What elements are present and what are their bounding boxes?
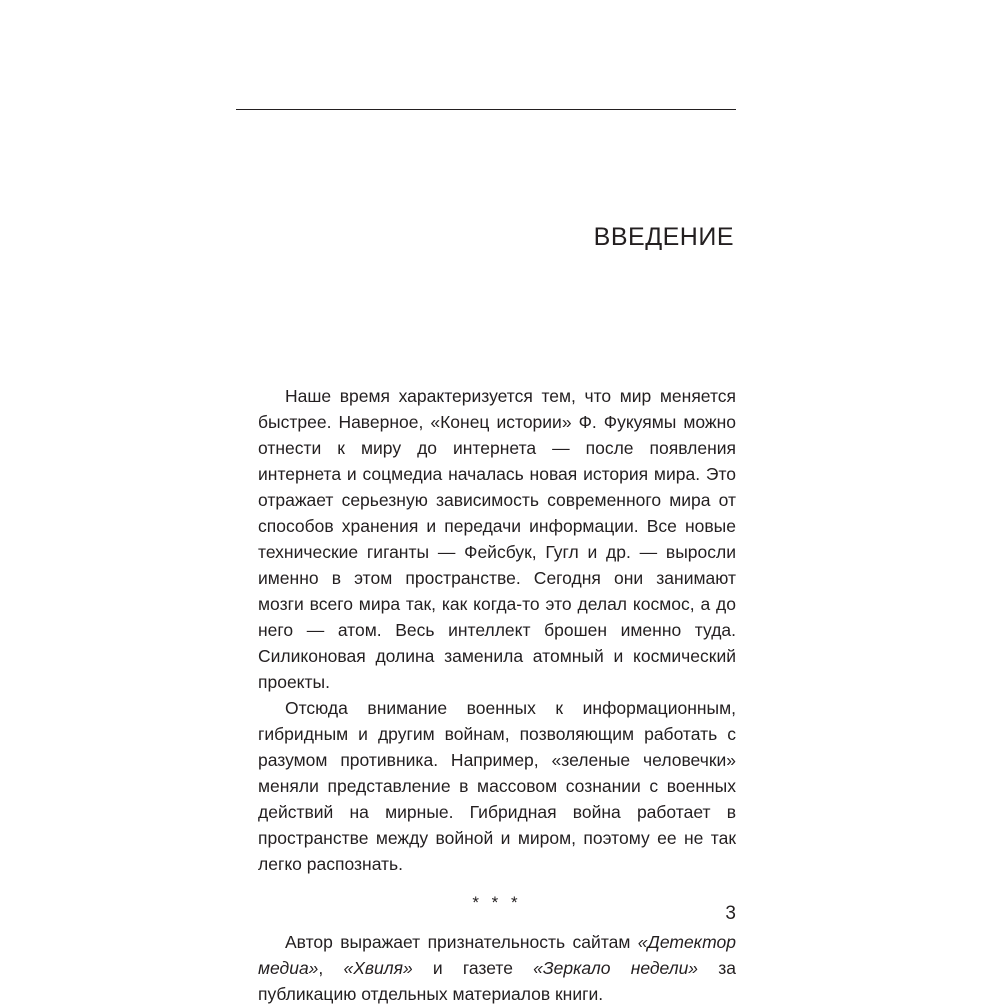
paragraph-1: Наше время характеризуется тем, что мир меняется быстрее. Наверное, «Конец истории» Ф. Фукуямы можно отнести к миру до интернета — после появления интернета и соцмедиа началась новая история мира. Это отражает серьезную зависимость современного мира от способов хранения и передачи информации. Все новые технические гиганты — Фейсбук, Гугл и др. — выросли именно в этом пространстве. Сегодня они занимают мозги всего мира так, как когда-то это делал космос, а до него — атом. Весь интеллект брошен именно туда. Силиконовая долина заменила атомный и космический проекты. bbox=[258, 386, 736, 692]
chapter-title: ВВЕДЕНИЕ bbox=[593, 223, 734, 251]
paragraph-2: Отсюда внимание военных к информационным, гибридным и другим войнам, позволяющим работать с разумом противника. Например, «зеленые человечки» меняли представление в массовом сознании с военных действий на мирные. Гибридная война работает в пространстве между войной и миром, поэтому ее не так легко распознать. bbox=[258, 698, 736, 874]
ack-text-4: за публикацию отдельных материалов книги. bbox=[258, 958, 737, 1004]
acknowledgment-paragraph bbox=[258, 929, 736, 1007]
ack-text-1: Автор выражает признательность сайтам bbox=[285, 932, 638, 952]
body-text bbox=[258, 383, 736, 1007]
ack-text-3: и газете bbox=[412, 958, 534, 978]
header-rule bbox=[236, 109, 736, 110]
ack-newspaper: «Зеркало недели» bbox=[533, 958, 699, 978]
page-number: 3 bbox=[725, 903, 736, 924]
section-separator: * * * bbox=[472, 893, 522, 912]
ack-site-1: «Детектор медиа» bbox=[258, 932, 736, 978]
ack-site-2: «Хвиля» bbox=[343, 958, 413, 978]
ack-text-2: , bbox=[318, 958, 344, 978]
